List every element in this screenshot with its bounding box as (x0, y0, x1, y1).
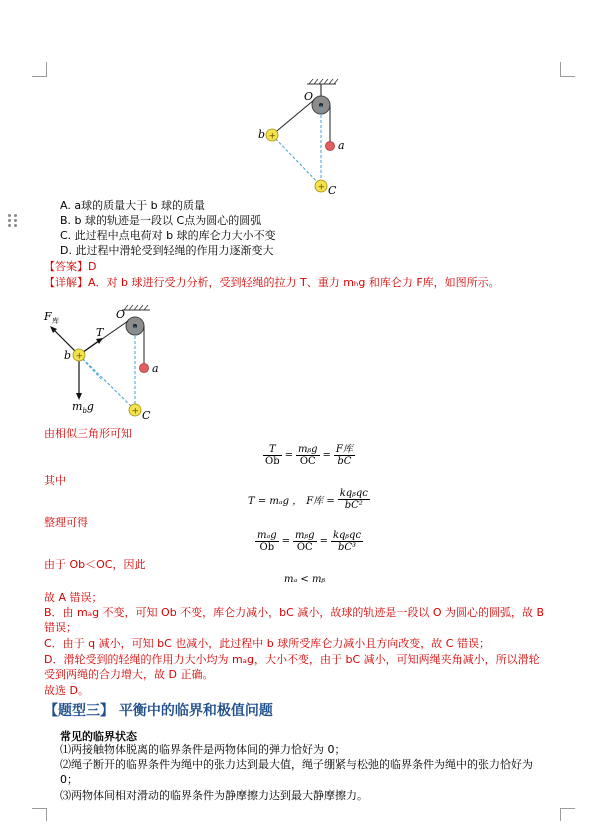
solution-where: 其中 (44, 474, 66, 487)
label-b: b (64, 349, 72, 362)
equation-1: $\frac{T}{Ob}$ = $\frac{\text{mᵦg}}{OC}$ = $\frac{\text{F库}}{bC}$ (265, 444, 353, 467)
solution-b-line-1: B．由 mₐg 不变，可知 Ob 不变，库仑力减小，bC 减小，故球的轨迹是一段以 O 为圆心的圆弧，故 B (44, 606, 545, 619)
svg-text:+: + (131, 406, 140, 417)
solution-d-line-1: D．滑轮受到的轻绳的作用力大小均为 mₐg，大小不变，由于 bC 减小，可知两绳夹角减小，所以滑轮 (44, 653, 540, 666)
label-o: O (304, 90, 314, 103)
label-c: C (328, 184, 337, 197)
critical-state-item-1: ⑴两接触物体脱离的临界条件是两物体间的弹力恰好为 0； (60, 743, 346, 756)
page-corner-mark (32, 808, 47, 821)
label-mbg: $m_bg$ (72, 400, 94, 415)
label-b: b (258, 128, 266, 141)
solution-since: 由于 Ob＜OC，因此 (44, 558, 146, 571)
label-t: T (96, 326, 104, 339)
equation-4: mₐ < mᵦ (284, 574, 326, 585)
page-corner-mark (560, 62, 575, 77)
svg-text:+: + (75, 351, 84, 362)
solution-arrange: 整理可得 (44, 516, 88, 529)
label-c: C (142, 409, 151, 422)
pulley-figure-1 (252, 78, 362, 200)
svg-text:+: + (268, 131, 277, 142)
solution-d-line-2: 受到两绳的合力增大，故 D 正确。 (44, 668, 214, 681)
option-a: A. a球的质量大于 b 球的质量 (60, 199, 206, 212)
option-c: C. 此过程中点电荷对 b 球的库仑力大小不变 (60, 229, 276, 242)
option-b: B. b 球的轨迹是一段以 C点为圆心的圆弧 (60, 214, 262, 227)
critical-state-item-3: ⑶两物体间相对滑动的临界条件为静摩擦力达到最大静摩擦力。 (60, 789, 368, 802)
critical-state-item-2-cont: 0； (60, 773, 78, 786)
option-d: D. 此过程中滑轮受到轻绳的作用力逐渐变大 (60, 244, 274, 257)
solution-b-line-2: 错误； (44, 621, 77, 634)
solution-similar: 由相似三角形可知 (44, 427, 132, 440)
critical-state-item-2: ⑵绳子断开的临界条件为绳中的张力达到最大值，绳子绷紧与松弛的临界条件为绳中的张力恰好为 (60, 758, 533, 771)
label-f-sub: 库 (52, 317, 59, 325)
solution-conclusion: 故选 D。 (44, 684, 89, 697)
page-corner-mark (560, 808, 575, 821)
label-a: a (152, 362, 159, 375)
force-diagram-figure-2 (42, 302, 172, 422)
section-heading: 【题型三】 平衡中的临界和极值问题 (44, 703, 273, 719)
answer-line: 【答案】D (44, 260, 97, 273)
equation-2: T = mₐg ， F库 = $\frac{\text{kqᵦqᴄ}}{\text{bC²}}$ (248, 488, 368, 511)
detail-line: 【详解】A．对 b 球进行受力分析，受到轻绳的拉力 T、重力 mₕg 和库仑力 F库，如图所示。 (44, 276, 500, 289)
page-corner-mark (32, 62, 47, 77)
label-o: O (116, 308, 126, 321)
label-a: a (338, 139, 345, 152)
section-subheading: 常见的临界状态 (60, 730, 137, 743)
solution-c-line: C．由于 q 减小，可知 bC 也减小，此过程中 b 球所受库仑力减小且方向改变，故 C 错误； (44, 637, 490, 650)
svg-text:+: + (317, 182, 326, 193)
label-f: F (44, 310, 52, 323)
solution-a-wrong: 故 A 错误； (44, 591, 103, 604)
equation-3: $\frac{\text{mₐg}}{Ob}$ = $\frac{\text{mᵦg}}{OC}$ = $\frac{\text{kqᵦqᴄ}}{\text{bC³}}$ (257, 530, 362, 553)
drag-handle-icon[interactable] (8, 214, 18, 228)
